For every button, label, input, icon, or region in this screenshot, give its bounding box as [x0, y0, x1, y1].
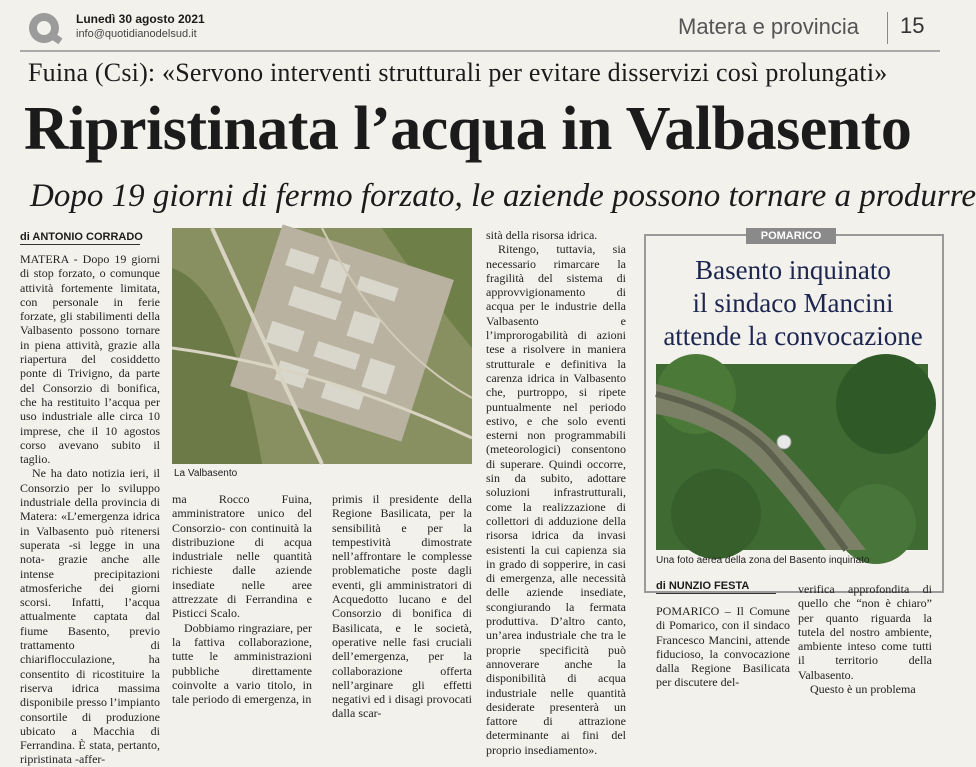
sidebar-byline: di NUNZIO FESTA: [656, 580, 750, 592]
article-column-3: [332, 492, 472, 721]
article-subheadline: Dopo 19 giorni di fermo forzato, le aziende possono tornare a produrre: [30, 178, 976, 214]
sidebar-byline-rule: [656, 593, 776, 594]
sidebar-location-tag: POMARICO: [746, 228, 836, 244]
article-headline: Ripristinata l’acqua in Valbasento: [24, 95, 912, 163]
paragraph: Questo è un problema: [810, 682, 916, 697]
paragraph: POMARICO – Il Comune di Pomarico, con il sindaco Francesco Mancini, attende fiducioso, la convocazione dalla Regione Basilicata per discutere del-: [656, 604, 790, 690]
article-column-2: [172, 492, 312, 707]
article-column-1: [20, 252, 160, 767]
sidebar-title-line: il sindaco Mancini: [692, 288, 894, 318]
newspaper-logo-icon: [26, 10, 66, 46]
paragraph: MATERA - Dopo 19 giorni di stop forzato, o comunque attività fortemente limitata, con personale in ferie forzate, gli stabilimenti della Valbasento possono tornare in piena attività, grazie alla riapertura del cosiddetto ponte di Trivigno, da parte del Consorzio di bonifica, che ha restituito l’acqua per uso industriale alle circa 10 imprese, che il 10 agostos corso avevano subito il taglio.: [20, 252, 160, 467]
article-kicker: Fuina (Csi): «Servono interventi strutturali per evitare disservizi così prolungati»: [28, 58, 888, 87]
sidebar-column-2: [798, 582, 932, 697]
paragraph: ma Rocco Fuina, amministratore unico del Consorzio- con continuità la distribuzione di acqua industriale nelle quantità richieste dalle aziende insediate nelle aree attrezzate di Ferrandina e Pisticci Scalo.: [172, 492, 312, 621]
photo-caption: La Valbasento: [174, 468, 238, 479]
page-number: 15: [900, 13, 925, 38]
section-title: Matera e provincia: [678, 14, 859, 39]
sidebar-title-line: attende la convocazione: [663, 321, 923, 351]
paragraph: primis il presidente della Regione Basilicata, per la sensibilità e per la tempestività dimostrate nell’affrontare le complesse problematiche poste dagli eventi, gli amministratori di Acquedotto lucano e del Consorzio di bonifica di Basilicata, e le società, operative nelle fasi cruciali dell’emergenza, per la collaborazione offerta nell’arginare gli effetti negativi ed i disagi provocati dalla scar-: [332, 492, 472, 721]
byline-rule: [20, 244, 140, 245]
header-divider: [887, 12, 888, 44]
article-column-4: [486, 228, 626, 757]
basento-river-photo: [656, 364, 928, 550]
contact-email: info@quotidianodelsud.it: [76, 28, 197, 40]
header-rule: [20, 50, 940, 52]
sidebar-title-line: Basento inquinato: [695, 255, 891, 285]
issue-date: Lunedì 30 agosto 2021: [76, 12, 205, 26]
sidebar-title: [650, 254, 936, 353]
paragraph: Dobbiamo ringraziare, per la fattiva collaborazione, tutte le amministrazioni pubbliche direttamente coinvolte a vario titolo, in tale periodo di emergenza, in: [172, 620, 312, 707]
paragraph: sità della risorsa idrica.: [486, 228, 598, 242]
paragraph: Ne ha dato notizia ieri, il Consorzio per lo sviluppo industriale della provincia di Matera: «L’emergenza idrica in Valbasento può ritenersi superata -si legge in una nota- grazie anche alle intense precipitazioni atmosferiche dei giorni scorsi. Infatti, l’acqua attualmente captata dal fiume Basento, previo trattamento di chiariflocculazione, ha consentito di ricostituire la riserva idrica massima disponibile presso l’impianto consortile di produzione ubicato a Macchia di Ferrandina. È stata, pertanto, ripristinata -affer-: [20, 466, 160, 767]
sidebar-column-1: [656, 604, 790, 690]
paragraph: verifica approfondita di quello che “non è chiaro” per quanto riguarda la tutela del nostro ambiente, ambiente inteso come tutti il territorio della Valbasento.: [798, 582, 932, 682]
article-byline: di ANTONIO CORRADO: [20, 231, 143, 243]
sidebar-photo-caption: Una foto aerea della zona del Basento inquinato: [656, 555, 870, 566]
paragraph: Ritengo, tuttavia, sia necessario rimarcare la fragilità del sistema di approvvigionamento di acqua per le industrie della Valbasento e l’improrogabilità di azioni tese a risolvere in maniera strutturale e definitiva la carenza idrica in Valbasento che, purtroppo, si ripete puntualmente nel periodo estivo, e che solo eventi esterni non programmabili (meteorologici) consentono di superare. Quindi occorre, sin da subito, adottare soluzioni infrastrutturali, come la realizzazione di collettori di adduzione della risorsa idrica da invasi esistenti la cui capienza sia in grado di sopperire, in casi di emergenza, alle necessità delle aziende insediate, scongiurando la fermata produttiva. D’altro canto, un’area industriale che tra le proprie specificità può annoverare anche la disponibilità di acqua industriale nelle quantità desiderate presenterà un fattore di attrazione determinante ai fini del proprio insediamento».: [486, 242, 626, 757]
valbasento-aerial-photo: [172, 228, 472, 464]
